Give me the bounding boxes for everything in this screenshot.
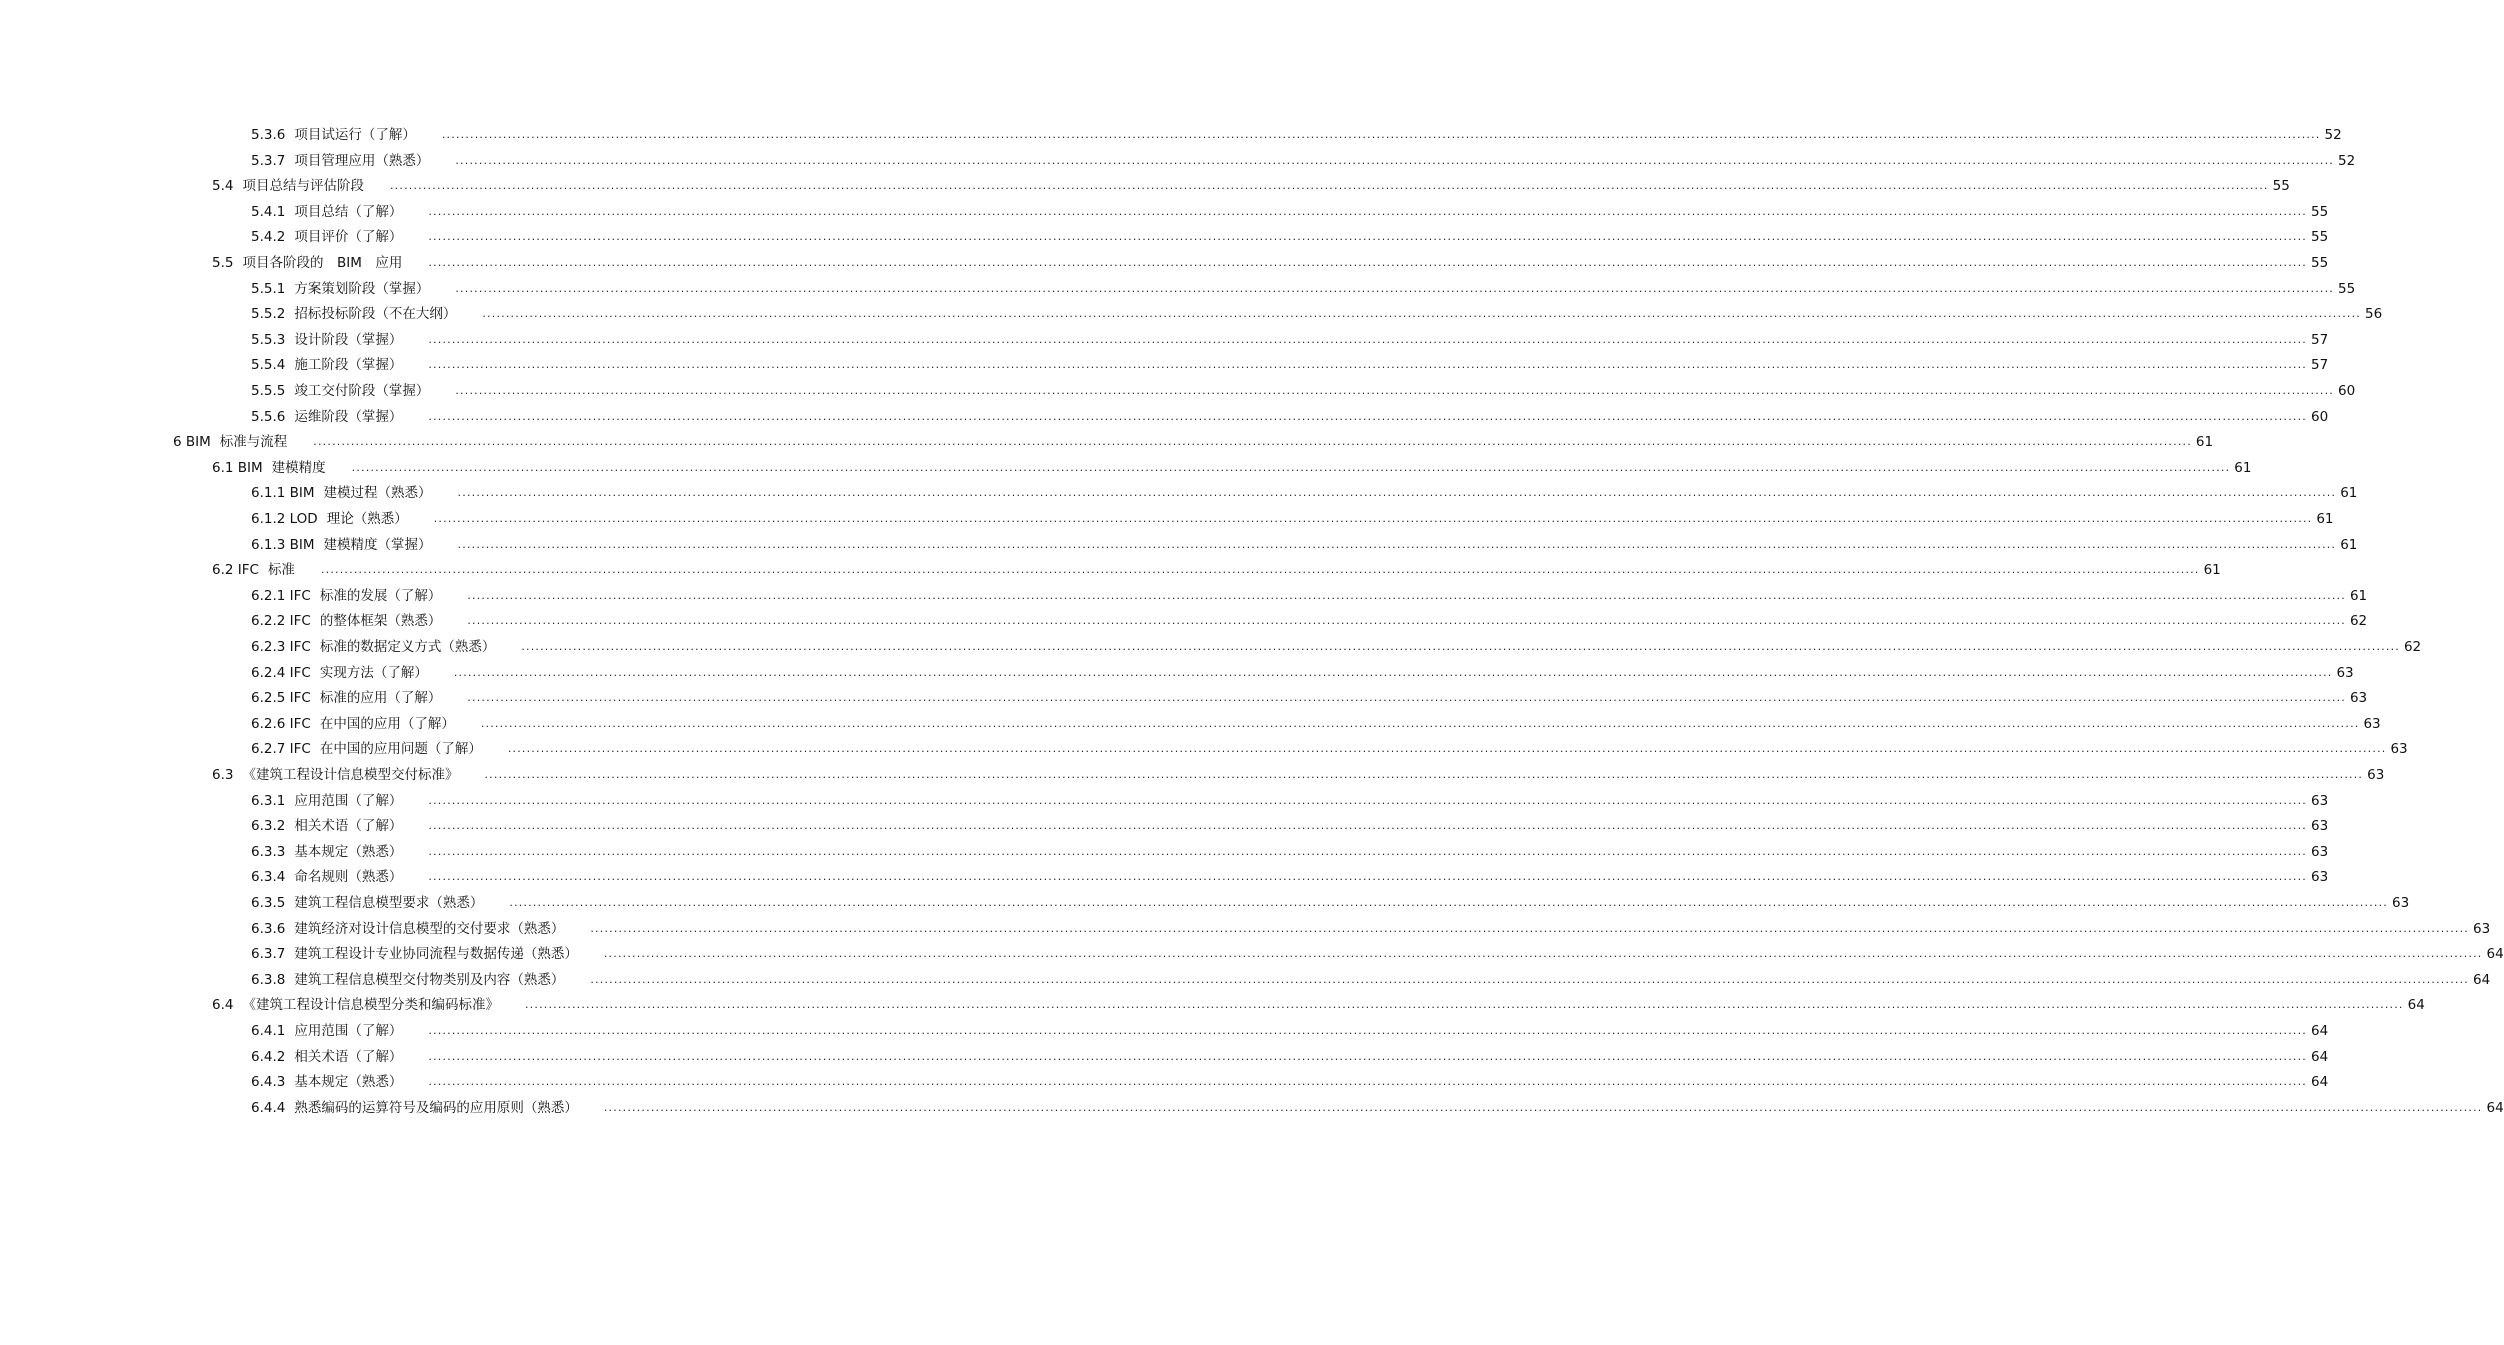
- toc-entry-title: 方案策划阶段（掌握）: [294, 280, 430, 297]
- toc-entry-title: 《建筑工程设计信息模型分类和编码标准》: [242, 997, 499, 1014]
- toc-page-number: 55: [2311, 255, 2329, 271]
- toc-entry-number: 5.5.1: [251, 280, 286, 297]
- toc-entry[interactable]: [251, 657, 2354, 681]
- toc-entry-number: 5.3.7: [251, 152, 286, 169]
- toc-entry-title: 应用范围（了解）: [294, 1023, 403, 1039]
- toc-entry-title: 建筑经济对设计信息模型的交付要求（熟悉）: [294, 920, 565, 937]
- toc-page-number: 64: [2311, 1074, 2329, 1091]
- toc-entry[interactable]: [251, 503, 2334, 527]
- toc-page-number: 61: [2203, 562, 2221, 579]
- toc-leader-dots: ................................................................................................................................................................................................................................................................................................................................................................................................................: [428, 409, 2307, 423]
- toc-entry[interactable]: [251, 785, 2329, 809]
- toc-leader-dots: ................................................................................................................................................................................................................................................................................................................................................................................................................: [320, 563, 2200, 577]
- toc-entry[interactable]: [173, 426, 2214, 451]
- toc-entry-title: 招标投标阶段（不在大纲）: [294, 306, 457, 323]
- toc-entry-number: 5.3.6: [251, 127, 286, 143]
- toc-entry-number: 6.3.5: [251, 895, 286, 911]
- toc-entry-title: 建模过程（熟悉）: [323, 485, 432, 502]
- toc-entry-number: 6.1.2 LOD: [251, 511, 318, 527]
- toc-entry[interactable]: [251, 580, 2368, 604]
- toc-leader-dots: ................................................................................................................................................................................................................................................................................................................................................................................................................: [467, 614, 2346, 628]
- toc-entry-title: 基本规定（熟悉）: [294, 843, 403, 860]
- toc-page-number: 64: [2473, 971, 2491, 988]
- toc-page-number: 63: [2367, 767, 2385, 783]
- toc-entry-number: 6.2.1 IFC: [251, 587, 311, 604]
- toc-leader-dots: ................................................................................................................................................................................................................................................................................................................................................................................................................: [313, 435, 2192, 449]
- toc-page-number: 63: [2311, 869, 2329, 886]
- toc-entry-number: 5.5: [212, 255, 234, 271]
- toc-entry-number: 5.5.3: [251, 331, 286, 348]
- toc-entry[interactable]: [251, 196, 2329, 220]
- toc-entry-number: 6.3: [212, 767, 234, 783]
- toc-page-number: 61: [2316, 511, 2334, 527]
- toc-page-number: 55: [2311, 229, 2329, 246]
- toc-leader-dots: ................................................................................................................................................................................................................................................................................................................................................................................................................: [467, 691, 2346, 705]
- toc-leader-dots: ................................................................................................................................................................................................................................................................................................................................................................................................................: [453, 665, 2333, 679]
- toc-leader-dots: ................................................................................................................................................................................................................................................................................................................................................................................................................: [590, 972, 2469, 986]
- toc-entry-number: 6.2.6 IFC: [251, 715, 311, 732]
- toc-entry-number: 6.3.7: [251, 946, 286, 963]
- toc-leader-dots: ................................................................................................................................................................................................................................................................................................................................................................................................................: [484, 768, 2364, 781]
- toc-entry-title: 《建筑工程设计信息模型交付标准》: [242, 767, 459, 783]
- toc-entry-number: 5.5.6: [251, 408, 286, 425]
- toc-entry[interactable]: [251, 631, 2422, 655]
- toc-leader-dots: ................................................................................................................................................................................................................................................................................................................................................................................................................: [428, 256, 2308, 269]
- toc-page-number: 57: [2311, 357, 2329, 374]
- toc-page-number: 64: [2486, 946, 2504, 963]
- toc-leader-dots: ................................................................................................................................................................................................................................................................................................................................................................................................................: [428, 844, 2307, 858]
- toc-entry-title: 设计阶段（掌握）: [294, 331, 403, 348]
- toc-entry-title: 标准与流程: [219, 434, 288, 451]
- toc-entry-number: 6.1.1 BIM: [251, 485, 315, 502]
- toc-page-number: 63: [2349, 690, 2368, 707]
- toc-entry[interactable]: [251, 682, 2368, 707]
- toc-page-number: 55: [2311, 203, 2329, 220]
- toc-entry-number: 6.1.3 BIM: [251, 536, 315, 553]
- toc-leader-dots: ................................................................................................................................................................................................................................................................................................................................................................................................................: [428, 793, 2307, 807]
- toc-page-number: 60: [2311, 408, 2329, 425]
- toc-leader-dots: ................................................................................................................................................................................................................................................................................................................................................................................................................: [441, 128, 2321, 141]
- toc-entry[interactable]: [251, 708, 2381, 732]
- toc-page-number: 63: [2311, 792, 2329, 809]
- toc-leader-dots: ................................................................................................................................................................................................................................................................................................................................................................................................................: [507, 742, 2387, 756]
- toc-entry-number: 6.3.3: [251, 843, 286, 860]
- toc-page-number: 61: [2340, 536, 2358, 553]
- toc-entry-title: 应用范围（了解）: [294, 792, 403, 809]
- toc-entry-title: 命名规则（熟悉）: [294, 869, 403, 886]
- toc-leader-dots: ................................................................................................................................................................................................................................................................................................................................................................................................................: [351, 460, 2231, 474]
- toc-page-number: 61: [2234, 459, 2252, 476]
- toc-entry-title: 项目试运行（了解）: [294, 127, 416, 143]
- toc-leader-dots: ................................................................................................................................................................................................................................................................................................................................................................................................................: [590, 921, 2469, 935]
- toc-entry-number: 6.1 BIM: [212, 459, 263, 476]
- toc-entry[interactable]: [251, 119, 2342, 143]
- toc-leader-dots: ................................................................................................................................................................................................................................................................................................................................................................................................................: [455, 384, 2334, 397]
- toc-leader-dots: ................................................................................................................................................................................................................................................................................................................................................................................................................: [428, 230, 2307, 244]
- toc-page-number: 63: [2311, 843, 2329, 860]
- toc-entry[interactable]: [251, 145, 2356, 169]
- toc-leader-dots: ................................................................................................................................................................................................................................................................................................................................................................................................................: [457, 537, 2337, 551]
- toc-leader-dots: ................................................................................................................................................................................................................................................................................................................................................................................................................: [428, 1049, 2307, 1063]
- toc-leader-dots: ................................................................................................................................................................................................................................................................................................................................................................................................................: [428, 358, 2307, 372]
- toc-entry[interactable]: [251, 477, 2358, 502]
- toc-entry-title: 竣工交付阶段（掌握）: [294, 383, 430, 399]
- toc-entry-title: 相关术语（了解）: [294, 818, 403, 835]
- toc-entry-number: 6 BIM: [173, 434, 211, 451]
- toc-page-number: 64: [2486, 1099, 2504, 1116]
- toc-entry-title: 项目总结（了解）: [294, 203, 403, 220]
- toc-entry-number: 5.5.4: [251, 357, 286, 374]
- toc-entry-title: 运维阶段（掌握）: [294, 408, 403, 425]
- toc-entry[interactable]: [251, 1015, 2329, 1039]
- toc-entry-title: 项目评价（了解）: [294, 229, 403, 246]
- toc-leader-dots: ................................................................................................................................................................................................................................................................................................................................................................................................................: [428, 870, 2307, 884]
- toc-entry[interactable]: [251, 349, 2329, 374]
- toc-entry[interactable]: [251, 375, 2356, 399]
- toc-leader-dots: ................................................................................................................................................................................................................................................................................................................................................................................................................: [428, 1024, 2307, 1037]
- toc-page-number: 63: [2390, 741, 2408, 758]
- toc-entry-number: 6.2.7 IFC: [251, 741, 311, 758]
- toc-entry[interactable]: [251, 733, 2408, 758]
- toc-entry-number: 5.4: [212, 178, 234, 195]
- toc-entry-title: 建筑工程设计专业协同流程与数据传递（熟悉）: [294, 946, 578, 963]
- toc-entry-title: 基本规定（熟悉）: [294, 1074, 403, 1091]
- toc-entry-number: 6.2.3 IFC: [251, 639, 311, 655]
- toc-entry-title: 的整体框架（熟悉）: [319, 613, 442, 630]
- toc-entry-title: 熟悉编码的运算符号及编码的应用原则（熟悉）: [294, 1099, 578, 1116]
- toc-page-number: 63: [2392, 895, 2410, 911]
- toc-entry-number: 6.4.1: [251, 1023, 286, 1039]
- toc-entry-title: 在中国的应用（了解）: [319, 715, 455, 732]
- toc-page-number: 61: [2349, 587, 2368, 604]
- toc-leader-dots: ................................................................................................................................................................................................................................................................................................................................................................................................................: [455, 281, 2334, 295]
- toc-entry-number: 6.3.4: [251, 869, 286, 886]
- toc-entry[interactable]: [212, 554, 2221, 579]
- toc-leader-dots: ................................................................................................................................................................................................................................................................................................................................................................................................................: [482, 307, 2361, 321]
- toc-page-number: 52: [2324, 127, 2342, 143]
- toc-entry[interactable]: [251, 221, 2329, 246]
- toc-page-number: 63: [2311, 818, 2329, 835]
- toc-entry[interactable]: [251, 1066, 2329, 1091]
- toc-entry[interactable]: [251, 810, 2329, 835]
- toc-entry-title: 标准的数据定义方式（熟悉）: [319, 639, 496, 655]
- toc-page-number: 63: [2336, 664, 2354, 681]
- toc-leader-dots: ................................................................................................................................................................................................................................................................................................................................................................................................................: [428, 1075, 2307, 1089]
- toc-entry-title: 实现方法（了解）: [319, 664, 428, 681]
- toc-entry-number: 6.4.2: [251, 1048, 286, 1065]
- toc-entry-title: 相关术语（了解）: [294, 1048, 403, 1065]
- toc-entry-title: 标准的应用（了解）: [319, 690, 442, 707]
- toc-entry[interactable]: [251, 964, 2491, 988]
- toc-page-number: 64: [2407, 997, 2425, 1014]
- toc-entry-title: 标准: [267, 562, 295, 579]
- toc-entry-title: 建模精度: [271, 459, 326, 476]
- toc-entry-title: 施工阶段（掌握）: [294, 357, 403, 374]
- toc-leader-dots: ................................................................................................................................................................................................................................................................................................................................................................................................................: [428, 332, 2307, 346]
- toc-entry[interactable]: [251, 273, 2356, 297]
- toc-page-number: 61: [2340, 485, 2358, 502]
- toc-page-number: 52: [2338, 152, 2356, 169]
- toc-page-number: 60: [2338, 383, 2356, 399]
- toc-leader-dots: ................................................................................................................................................................................................................................................................................................................................................................................................................: [467, 588, 2346, 602]
- toc-entry[interactable]: [251, 836, 2329, 860]
- toc-entry[interactable]: [212, 170, 2290, 195]
- toc-leader-dots: ................................................................................................................................................................................................................................................................................................................................................................................................................: [524, 998, 2404, 1012]
- toc-page-number: 62: [2349, 613, 2368, 630]
- toc-entry-title: 建筑工程信息模型交付物类别及内容（熟悉）: [294, 971, 565, 988]
- toc-leader-dots: ................................................................................................................................................................................................................................................................................................................................................................................................................: [428, 819, 2307, 833]
- toc-entry-title: 理论（熟悉）: [326, 511, 408, 527]
- toc-entry[interactable]: [251, 861, 2329, 886]
- toc-leader-dots: ................................................................................................................................................................................................................................................................................................................................................................................................................: [603, 1100, 2483, 1114]
- toc-entry-number: 6.2.4 IFC: [251, 664, 311, 681]
- toc-entry[interactable]: [251, 887, 2410, 911]
- toc-entry-number: 6.2.2 IFC: [251, 613, 311, 630]
- toc-entry-number: 6.3.1: [251, 792, 286, 809]
- toc-entry[interactable]: [251, 298, 2383, 323]
- toc-entry-number: 5.4.2: [251, 229, 286, 246]
- toc-entry-title: 项目各阶段的 BIM 应用: [242, 255, 403, 271]
- toc-entry[interactable]: [251, 401, 2329, 425]
- toc-entry[interactable]: [212, 247, 2329, 271]
- toc-leader-dots: ................................................................................................................................................................................................................................................................................................................................................................................................................: [457, 486, 2337, 500]
- toc-page-number: 57: [2311, 331, 2329, 348]
- toc-entry-title: 项目管理应用（熟悉）: [294, 152, 430, 169]
- toc-leader-dots: ................................................................................................................................................................................................................................................................................................................................................................................................................: [389, 179, 2269, 193]
- toc-page-number: 62: [2403, 639, 2422, 655]
- toc-entry-number: 5.5.2: [251, 306, 286, 323]
- toc-entry-number: 6.2.5 IFC: [251, 690, 311, 707]
- toc-entry-title: 在中国的应用问题（了解）: [319, 741, 482, 758]
- toc-entry-number: 6.3.6: [251, 920, 286, 937]
- toc-entry[interactable]: [251, 913, 2491, 937]
- toc-entry-title: 建筑工程信息模型要求（熟悉）: [294, 895, 484, 911]
- toc-entry-number: 5.4.1: [251, 203, 286, 220]
- toc-entry-title: 标准的发展（了解）: [319, 587, 442, 604]
- toc-entry[interactable]: [251, 324, 2329, 348]
- toc-page-number: 64: [2311, 1023, 2329, 1039]
- toc-entry[interactable]: [212, 452, 2252, 476]
- toc-page-number: 55: [2338, 280, 2356, 297]
- toc-entry[interactable]: [251, 529, 2358, 553]
- toc-page-number: 63: [2473, 920, 2491, 937]
- toc-leader-dots: ................................................................................................................................................................................................................................................................................................................................................................................................................: [455, 153, 2334, 167]
- toc-leader-dots: ................................................................................................................................................................................................................................................................................................................................................................................................................: [428, 204, 2307, 218]
- toc-entry-number: 6.2 IFC: [212, 562, 259, 579]
- toc-entry[interactable]: [251, 938, 2504, 963]
- toc-leader-dots: ................................................................................................................................................................................................................................................................................................................................................................................................................: [509, 896, 2388, 909]
- toc-entry-number: 5.5.5: [251, 383, 286, 399]
- toc-entry-title: 建模精度（掌握）: [323, 536, 432, 553]
- toc-entry-number: 6.4: [212, 997, 234, 1014]
- toc-entry-number: 6.4.3: [251, 1074, 286, 1091]
- toc-entry[interactable]: [251, 1041, 2329, 1065]
- toc-leader-dots: ................................................................................................................................................................................................................................................................................................................................................................................................................: [480, 716, 2360, 730]
- toc-leader-dots: ................................................................................................................................................................................................................................................................................................................................................................................................................: [603, 947, 2483, 961]
- toc-entry-title: 项目总结与评估阶段: [242, 178, 364, 195]
- toc-page-number: 63: [2363, 715, 2381, 732]
- toc-entry[interactable]: [212, 759, 2385, 783]
- toc-entry[interactable]: [212, 989, 2425, 1014]
- toc-entry-number: 6.3.2: [251, 818, 286, 835]
- toc-entry-number: 6.3.8: [251, 971, 286, 988]
- toc-entry-number: 6.4.4: [251, 1099, 286, 1116]
- toc-page-number: 56: [2365, 306, 2383, 323]
- toc-page-number: 55: [2272, 178, 2290, 195]
- toc-entry[interactable]: [251, 1092, 2504, 1116]
- toc-page-number: 64: [2311, 1048, 2329, 1065]
- toc-entry[interactable]: [251, 605, 2368, 630]
- toc-page-number: 61: [2195, 434, 2214, 451]
- toc-leader-dots: ................................................................................................................................................................................................................................................................................................................................................................................................................: [433, 512, 2313, 525]
- toc-leader-dots: ................................................................................................................................................................................................................................................................................................................................................................................................................: [521, 640, 2400, 653]
